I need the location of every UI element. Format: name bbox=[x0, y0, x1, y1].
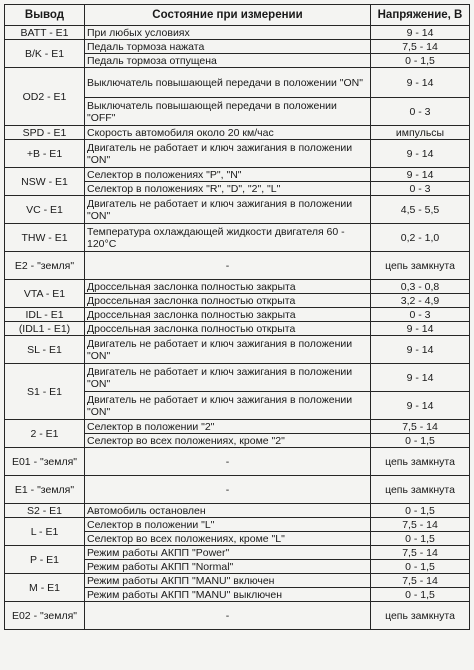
voltage-cell: цепь замкнута bbox=[371, 476, 470, 504]
voltage-cell: 0 - 1,5 bbox=[371, 560, 470, 574]
table-row bbox=[5, 308, 470, 322]
pin-cell: SPD - E1 bbox=[5, 126, 85, 140]
pin-cell: E2 - "земля" bbox=[5, 252, 85, 280]
pin-cell: S2 - E1 bbox=[5, 504, 85, 518]
condition-cell: Режим работы АКПП "MANU" выключен bbox=[85, 588, 371, 602]
pin-cell: NSW - E1 bbox=[5, 168, 85, 196]
condition-cell: Селектор во всех положениях, кроме "2" bbox=[85, 434, 371, 448]
voltage-cell: 3,2 - 4,9 bbox=[371, 294, 470, 308]
condition-cell: Выключатель повышающей передачи в положении "OFF" bbox=[85, 98, 371, 126]
voltage-cell: 4,5 - 5,5 bbox=[371, 196, 470, 224]
condition-cell: Автомобиль остановлен bbox=[85, 504, 371, 518]
pin-cell: E01 - "земля" bbox=[5, 448, 85, 476]
condition-cell: Селектор во всех положениях, кроме "L" bbox=[85, 532, 371, 546]
voltage-cell: 0 - 1,5 bbox=[371, 434, 470, 448]
table-row bbox=[5, 476, 470, 504]
voltage-cell: 9 - 14 bbox=[371, 26, 470, 40]
voltage-cell: 9 - 14 bbox=[371, 140, 470, 168]
condition-cell: Скорость автомобиля около 20 км/час bbox=[85, 126, 371, 140]
voltage-cell: 0 - 3 bbox=[371, 182, 470, 196]
pin-cell: OD2 - E1 bbox=[5, 68, 85, 126]
voltage-cell: 9 - 14 bbox=[371, 322, 470, 336]
voltage-cell: 7,5 - 14 bbox=[371, 574, 470, 588]
voltage-cell: 0 - 3 bbox=[371, 308, 470, 322]
table-row bbox=[5, 140, 470, 168]
condition-cell: Двигатель не работает и ключ зажигания в положении "ON" bbox=[85, 140, 371, 168]
pin-cell: THW - E1 bbox=[5, 224, 85, 252]
condition-cell: - bbox=[85, 602, 371, 630]
voltage-cell: 0 - 1,5 bbox=[371, 532, 470, 546]
pin-voltage-table bbox=[4, 4, 470, 630]
table-row bbox=[5, 336, 470, 364]
condition-cell: - bbox=[85, 448, 371, 476]
pin-cell: VC - E1 bbox=[5, 196, 85, 224]
condition-cell: При любых условиях bbox=[85, 26, 371, 40]
header-pin: Вывод bbox=[5, 5, 85, 26]
voltage-cell: 9 - 14 bbox=[371, 392, 470, 420]
condition-cell: Выключатель повышающей передачи в положении "ON" bbox=[85, 68, 371, 98]
condition-cell: Дроссельная заслонка полностью закрыта bbox=[85, 280, 371, 294]
voltage-cell: 9 - 14 bbox=[371, 364, 470, 392]
header-voltage: Напряжение, В bbox=[371, 5, 470, 26]
voltage-cell: 0 - 1,5 bbox=[371, 504, 470, 518]
header-row bbox=[5, 5, 470, 26]
voltage-cell: 9 - 14 bbox=[371, 68, 470, 98]
pin-cell: IDL - E1 bbox=[5, 308, 85, 322]
table-row bbox=[5, 322, 470, 336]
voltage-cell: 7,5 - 14 bbox=[371, 40, 470, 54]
condition-cell: Селектор в положениях "P", "N" bbox=[85, 168, 371, 182]
pin-cell: +B - E1 bbox=[5, 140, 85, 168]
table-row bbox=[5, 574, 470, 588]
condition-cell: Режим работы АКПП "MANU" включен bbox=[85, 574, 371, 588]
pin-cell: B/K - E1 bbox=[5, 40, 85, 68]
table-row bbox=[5, 224, 470, 252]
voltage-cell: 0,3 - 0,8 bbox=[371, 280, 470, 294]
condition-cell: Дроссельная заслонка полностью открыта bbox=[85, 322, 371, 336]
voltage-cell: 7,5 - 14 bbox=[371, 420, 470, 434]
table-body bbox=[5, 26, 470, 630]
pin-cell: S1 - E1 bbox=[5, 364, 85, 420]
voltage-cell: 7,5 - 14 bbox=[371, 518, 470, 532]
table-row bbox=[5, 518, 470, 532]
voltage-cell: 9 - 14 bbox=[371, 336, 470, 364]
table-row bbox=[5, 126, 470, 140]
pin-cell: 2 - E1 bbox=[5, 420, 85, 448]
voltage-cell: цепь замкнута bbox=[371, 602, 470, 630]
table-row bbox=[5, 196, 470, 224]
voltage-cell: цепь замкнута bbox=[371, 252, 470, 280]
header-condition: Состояние при измерении bbox=[85, 5, 371, 26]
condition-cell: Дроссельная заслонка полностью закрыта bbox=[85, 308, 371, 322]
condition-cell: Двигатель не работает и ключ зажигания в положении "ON" bbox=[85, 392, 371, 420]
condition-cell: - bbox=[85, 476, 371, 504]
condition-cell: Двигатель не работает и ключ зажигания в положении "ON" bbox=[85, 336, 371, 364]
condition-cell: Температура охлаждающей жидкости двигателя 60 - 120°C bbox=[85, 224, 371, 252]
condition-cell: - bbox=[85, 252, 371, 280]
condition-cell: Двигатель не работает и ключ зажигания в положении "ON" bbox=[85, 364, 371, 392]
pin-cell: SL - E1 bbox=[5, 336, 85, 364]
table-row bbox=[5, 26, 470, 40]
table-row bbox=[5, 420, 470, 434]
table-row bbox=[5, 602, 470, 630]
pin-cell: VTA - E1 bbox=[5, 280, 85, 308]
table-row bbox=[5, 364, 470, 392]
voltage-cell: цепь замкнута bbox=[371, 448, 470, 476]
table-row bbox=[5, 546, 470, 560]
pin-cell: M - E1 bbox=[5, 574, 85, 602]
condition-cell: Дроссельная заслонка полностью открыта bbox=[85, 294, 371, 308]
voltage-cell: 9 - 14 bbox=[371, 168, 470, 182]
voltage-cell: 0 - 1,5 bbox=[371, 588, 470, 602]
pin-cell: E1 - "земля" bbox=[5, 476, 85, 504]
condition-cell: Селектор в положениях "R", "D", "2", "L" bbox=[85, 182, 371, 196]
condition-cell: Педаль тормоза нажата bbox=[85, 40, 371, 54]
table-row bbox=[5, 68, 470, 98]
pin-cell: (IDL1 - E1) bbox=[5, 322, 85, 336]
table-row bbox=[5, 168, 470, 182]
table-row bbox=[5, 252, 470, 280]
condition-cell: Двигатель не работает и ключ зажигания в положении "ON" bbox=[85, 196, 371, 224]
table-row bbox=[5, 280, 470, 294]
table-row bbox=[5, 504, 470, 518]
voltage-cell: 0 - 3 bbox=[371, 98, 470, 126]
table-row bbox=[5, 40, 470, 54]
pin-cell: P - E1 bbox=[5, 546, 85, 574]
pin-cell: BATT - E1 bbox=[5, 26, 85, 40]
pin-cell: L - E1 bbox=[5, 518, 85, 546]
pin-cell: E02 - "земля" bbox=[5, 602, 85, 630]
condition-cell: Режим работы АКПП "Power" bbox=[85, 546, 371, 560]
table-row bbox=[5, 448, 470, 476]
voltage-cell: импульсы bbox=[371, 126, 470, 140]
voltage-cell: 7,5 - 14 bbox=[371, 546, 470, 560]
condition-cell: Селектор в положении "L" bbox=[85, 518, 371, 532]
condition-cell: Селектор в положении "2" bbox=[85, 420, 371, 434]
condition-cell: Режим работы АКПП "Normal" bbox=[85, 560, 371, 574]
condition-cell: Педаль тормоза отпущена bbox=[85, 54, 371, 68]
voltage-cell: 0 - 1,5 bbox=[371, 54, 470, 68]
voltage-cell: 0,2 - 1,0 bbox=[371, 224, 470, 252]
